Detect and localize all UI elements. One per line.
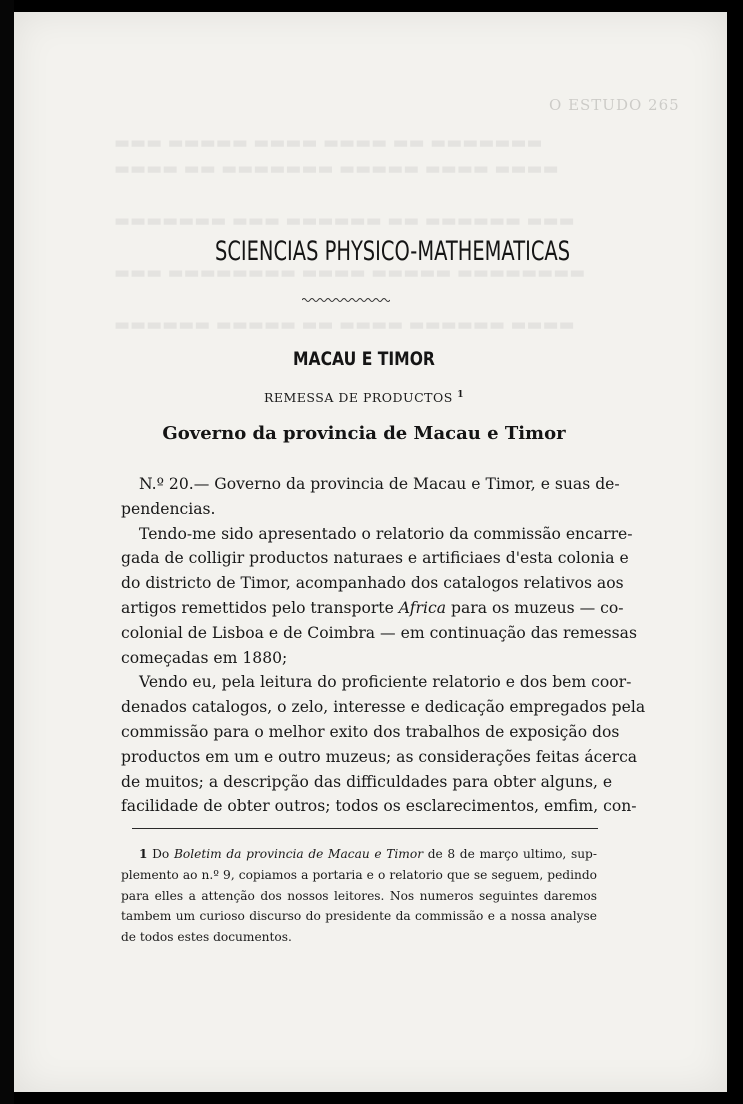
body-line: Tendo-me sido apresentado o relatorio da commissão encarre-: [139, 524, 633, 543]
body-line: facilidade de obter outros; todos os esclarecimentos, emfim, con-: [121, 797, 637, 816]
document-page: [14, 12, 727, 1092]
body-line: começadas em 1880;: [121, 648, 288, 667]
footnote-line: tambem um curioso discurso do presidente da commissão e a nossa analyse: [121, 909, 597, 924]
show-through-texture: ▬▬▬▬ ▬▬ ▬▬▬▬▬▬▬ ▬▬▬▬▬ ▬▬▬▬ ▬▬▬▬: [114, 159, 559, 179]
footnote-text-fragment: Do: [147, 847, 174, 861]
body-line: commissão para o melhor exito dos trabalhos de exposição dos: [121, 722, 620, 741]
body-text-fragment: artigos remettidos pelo transporte: [121, 598, 399, 617]
wavy-divider: [302, 296, 390, 304]
body-line: [121, 596, 624, 621]
footnote: [121, 844, 597, 948]
footnote-line: [121, 844, 597, 865]
subtitle: [214, 390, 514, 405]
body-line: pendencias.: [121, 499, 216, 518]
show-through-texture: ▬▬▬ ▬▬▬▬▬ ▬▬▬▬ ▬▬▬▬ ▬▬ ▬▬▬▬▬▬▬: [114, 133, 543, 153]
body-line: denados catalogos, o zelo, interesse e dedicação empregados pela: [121, 698, 646, 717]
running-head: O ESTUDO 265: [549, 96, 680, 114]
footnote-line: de todos estes documentos.: [121, 930, 292, 945]
footnote-line: plemento ao n.º 9, copiamos a portaria e o relatorio que se seguem, pedindo: [121, 867, 597, 882]
subtitle-text: REMESSA DE PRODUCTOS: [263, 390, 453, 406]
body-line: gada de colligir productos naturaes e artificiaes d'esta colonia e: [121, 549, 629, 568]
body-line: colonial de Lisboa e de Coimbra — em continuação das remessas: [121, 623, 637, 642]
show-through-texture: ▬▬▬ ▬▬▬▬▬▬▬▬ ▬▬▬▬ ▬▬▬▬▬ ▬▬▬▬▬▬▬▬: [114, 263, 586, 283]
scan-left-edge: [0, 0, 14, 1104]
footnote-mark: 1: [139, 847, 148, 861]
footnote-line: para elles a attenção dos nossos leitores. Nos numeros seguintes daremos: [121, 888, 597, 903]
footnote-reference: 1: [457, 390, 465, 400]
decree-heading: Governo da provincia de Macau e Timor: [162, 423, 566, 444]
footnote-divider: [132, 828, 598, 829]
show-through-texture: ▬▬▬▬▬▬ ▬▬▬▬▬ ▬▬ ▬▬▬▬ ▬▬▬▬▬▬ ▬▬▬▬: [114, 315, 575, 335]
body-line: Vendo eu, pela leitura do proficiente relatorio e dos bem coor-: [139, 673, 632, 692]
body-line: de muitos; a descripção das difficuldades para obter alguns, e: [121, 772, 613, 791]
body-line: do districto de Timor, acompanhado dos catalogos relativos aos: [121, 574, 624, 593]
italic-publication-title: Boletim da provincia de Macau e Timor: [173, 847, 424, 861]
body-line: N.º 20.— Governo da provincia de Macau e Timor, e suas de-: [139, 475, 620, 493]
article-title: MACAU E TIMOR: [293, 348, 435, 370]
body-line: productos em um e outro muzeus; as considerações feitas ácerca: [121, 747, 638, 766]
body-text: [121, 472, 646, 819]
italic-ship-name: Africa: [398, 598, 446, 617]
section-title: SCIENCIAS PHYSICO-MATHEMATICAS: [215, 236, 571, 267]
show-through-texture: ▬▬▬▬▬▬▬ ▬▬▬ ▬▬▬▬▬▬ ▬▬ ▬▬▬▬▬▬ ▬▬▬: [114, 211, 575, 231]
footnote-text-fragment: de 8 de março ultimo, sup-: [423, 847, 597, 861]
body-text-fragment: para os muzeus — co-: [446, 598, 624, 617]
